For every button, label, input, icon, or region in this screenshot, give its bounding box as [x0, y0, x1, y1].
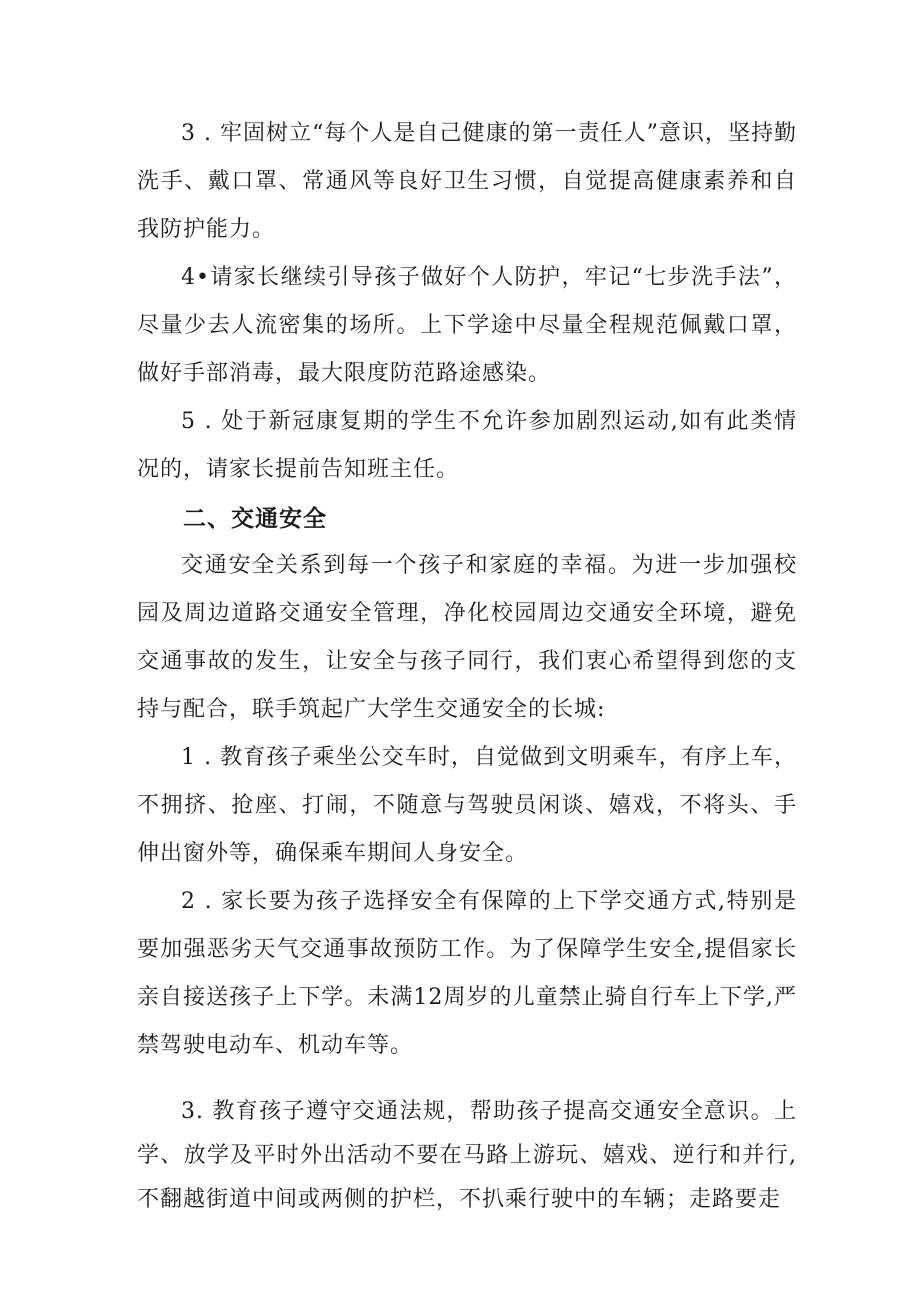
paragraph-health-4: 4•请家长继续引导孩子做好个人防护，牢记“七步洗手法”，尽量少去人流密集的场所。上下学途中尽量全程规范佩戴口罩，做好手部消毒，最大限度防范路途感染。	[137, 265, 797, 386]
paragraph-health-3: 3 . 牢固树立“每个人是自己健康的第一责任人”意识，坚持勤洗手、戴口罩、常通风等良好卫生习惯，自觉提高健康素养和自我防护能力。	[137, 121, 797, 242]
paragraph-traffic-3: 3. 教育孩子遵守交通法规，帮助孩子提高交通安全意识。上学、放学及平时外出活动不要在马路上游玩、嬉戏、逆行和并行,不翻越街道中间或两侧的护栏，不扒乘行驶中的车辆；走路要走	[137, 1099, 797, 1212]
paragraph-traffic-intro: 交通安全关系到每一个孩子和家庭的幸福。为进一步加强校园及周边道路交通安全管理，净化校园周边交通安全环境，避免交通事故的发生，让安全与孩子同行，我们衷心希望得到您的支持与配合，联手筑起广大学生交通安全的长城:	[137, 553, 797, 722]
paragraph-traffic-1: 1 . 教育孩子乘坐公交车时，自觉做到文明乘车，有序上车，不拥挤、抢座、打闹，不随意与驾驶员闲谈、嬉戏，不将头、手伸出窗外等，确保乘车期间人身安全。	[137, 745, 797, 866]
paragraph-health-5: 5 . 处于新冠康复期的学生不允许参加剧烈运动,如有此类情况的，请家长提前告知班主任。	[137, 409, 797, 482]
paragraph-traffic-2: 2 . 家长要为孩子选择安全有保障的上下学交通方式,特别是要加强恶劣天气交通事故预防工作。为了保障学生安全,提倡家长亲自接送孩子上下学。未满12周岁的儿童禁止骑自行车上下学,严禁驾驶电动车、机动车等。	[137, 889, 797, 1058]
section-heading-traffic-safety: 二、交通安全	[183, 506, 327, 532]
